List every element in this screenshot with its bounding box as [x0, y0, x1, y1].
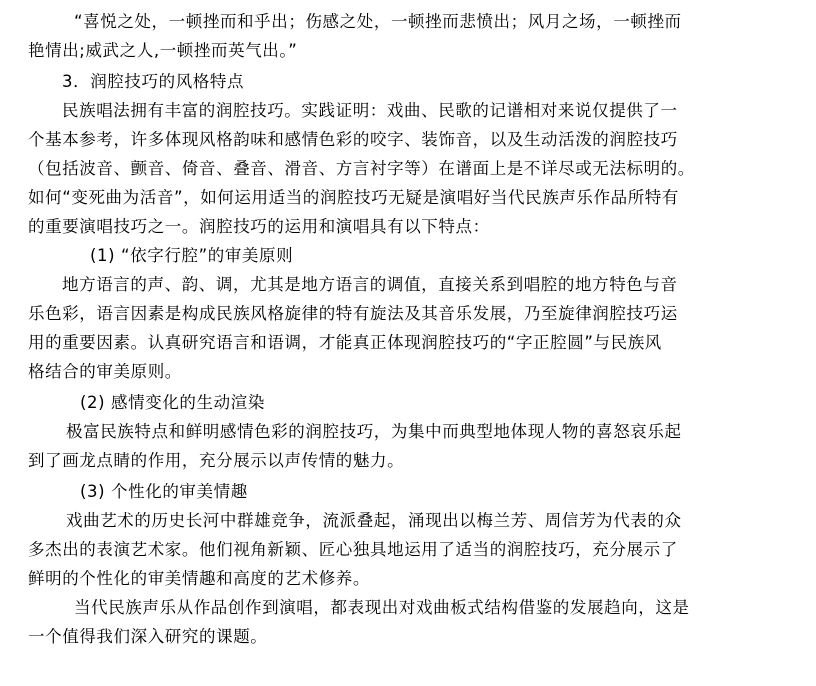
paragraph-line: 如何“变死曲为活音”，如何运用适当的润腔技巧无疑是演唱好当代民族声乐作品所特有: [28, 188, 679, 207]
paragraph-line: 鲜明的个性化的审美情趣和高度的艺术修养。: [28, 569, 370, 588]
paragraph-line: 当代民族声乐从作品创作到演唱，都表现出对戏曲板式结构借鉴的发展趋向，这是: [74, 598, 690, 617]
paragraph-line: 用的重要因素。认真研究语言和语调，才能真正体现润腔技巧的“字正腔圆”与民族风: [28, 333, 662, 352]
paragraph-line: 地方语言的声、韵、调，尤其是地方语言的调值，直接关系到唱腔的地方特色与音: [62, 275, 678, 294]
paragraph-line: （包括波音、颤音、倚音、叠音、滑音、方言衬字等）在谱面上是不详尽或无法标明的。: [28, 159, 695, 178]
paragraph-line: 的重要演唱技巧之一。润腔技巧的运用和演唱具有以下特点：: [28, 217, 490, 236]
point-2-heading: (2) 感情变化的生动渲染: [80, 393, 265, 412]
paragraph-line: 个基本参考，许多体现风格韵味和感情色彩的咬字、装饰音，以及生动活泼的润腔技巧: [28, 130, 678, 149]
point-3-heading: (3) 个性化的审美情趣: [80, 482, 248, 501]
paragraph-line: 一个值得我们深入研究的课题。: [28, 627, 268, 646]
paragraph-line: 乐色彩，语言因素是构成民族风格旋律的特有旋法及其音乐发展，乃至旋律润腔技巧运: [28, 304, 678, 323]
point-1-heading: (1) “依字行腔”的审美原则: [90, 246, 294, 265]
paragraph-line: 戏曲艺术的历史长河中群雄竞争，流派叠起，涌现出以梅兰芳、周信芳为代表的众: [66, 511, 682, 530]
section-3-heading: 3．润腔技巧的风格特点: [62, 72, 245, 91]
paragraph-line: 到了画龙点睛的作用，充分展示以声传情的魅力。: [28, 451, 405, 470]
quote-line-1: “喜悦之处，一顿挫而和乎出；伤感之处，一顿挫而悲愤出；风月之场，一顿挫而: [74, 12, 682, 31]
quote-line-2: 艳情出;威武之人,一顿挫而英气出。”: [28, 41, 298, 60]
paragraph-line: 多杰出的表演艺术家。他们视角新颖、匠心独具地运用了适当的润腔技巧，充分展示了: [28, 540, 678, 559]
paragraph-line: 极富民族特点和鲜明感情色彩的润腔技巧，为集中而典型地体现人物的喜怒哀乐起: [66, 422, 682, 441]
paragraph-line: 格结合的审美原则。: [28, 362, 182, 381]
paragraph-line: 民族唱法拥有丰富的润腔技巧。实践证明：戏曲、民歌的记谱相对来说仅提供了一: [62, 101, 678, 120]
